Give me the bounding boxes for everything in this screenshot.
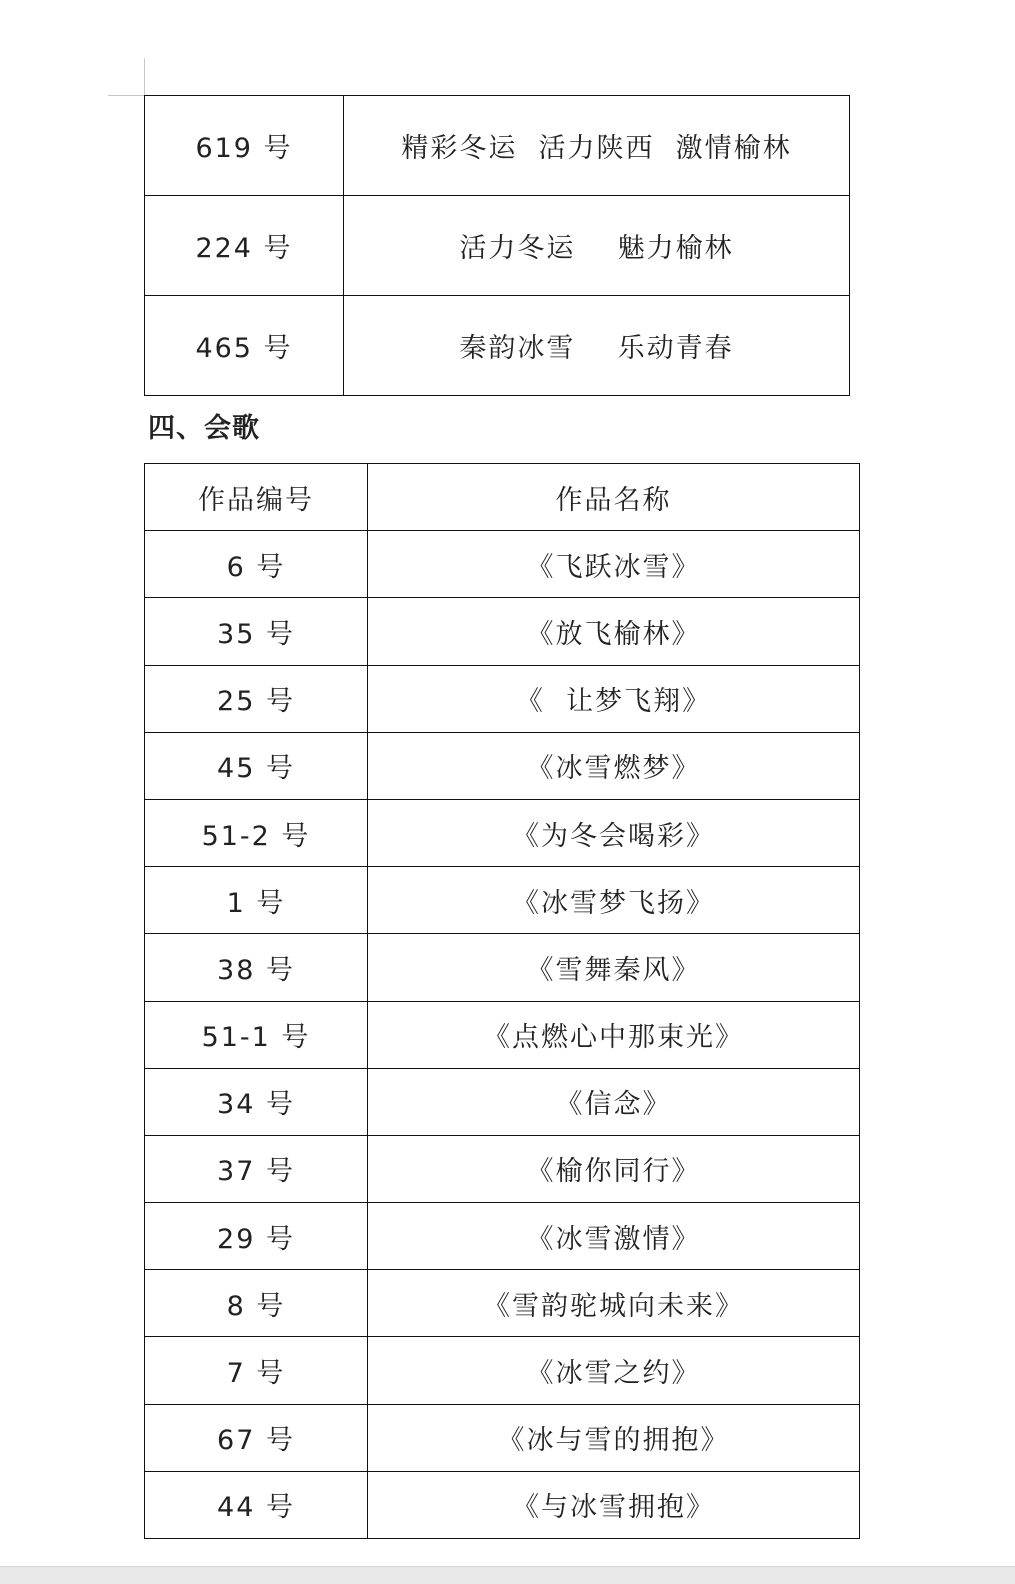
entry-name-cell: 活力冬运 魅力榆林 (344, 196, 850, 296)
entry-number-cell: 7 号 (145, 1337, 368, 1404)
table-row (145, 1001, 860, 1068)
entry-name-cell: 《 让梦飞翔》 (368, 665, 860, 732)
table-row (145, 1337, 860, 1404)
entry-name-cell: 《飞跃冰雪》 (368, 531, 860, 598)
entry-number-cell: 35 号 (145, 598, 368, 665)
table-row (145, 732, 860, 799)
entry-number-cell: 224 号 (145, 196, 344, 296)
table-row (145, 598, 860, 665)
entry-name-cell: 《为冬会喝彩》 (368, 799, 860, 866)
entry-name-cell: 《冰雪燃梦》 (368, 732, 860, 799)
entry-name-cell: 《放飞榆林》 (368, 598, 860, 665)
entry-number-cell: 6 号 (145, 531, 368, 598)
entry-name-cell: 精彩冬运 活力陕西 激情榆林 (344, 96, 850, 196)
entry-name-cell: 《雪舞秦风》 (368, 934, 860, 1001)
table-row (145, 934, 860, 1001)
entry-name-cell: 《冰与雪的拥抱》 (368, 1404, 860, 1471)
entry-number-cell: 1 号 (145, 867, 368, 934)
entry-number-cell: 67 号 (145, 1404, 368, 1471)
table-header-row (145, 464, 860, 531)
table-row (145, 1270, 860, 1337)
entry-number-cell: 8 号 (145, 1270, 368, 1337)
entry-number-cell: 465 号 (145, 296, 344, 396)
entry-number-cell: 619 号 (145, 96, 344, 196)
entry-number-cell: 29 号 (145, 1203, 368, 1270)
table-row (145, 1203, 860, 1270)
page-bottom-edge (0, 1566, 1015, 1584)
table-row (145, 1471, 860, 1538)
table-row (145, 867, 860, 934)
entry-number-cell: 51-1 号 (145, 1001, 368, 1068)
entry-number-cell: 38 号 (145, 934, 368, 1001)
entry-name-cell: 《冰雪梦飞扬》 (368, 867, 860, 934)
table-row (145, 1135, 860, 1202)
anthem-table-body (145, 531, 860, 1539)
table-row (145, 1404, 860, 1471)
entry-name-cell: 《榆你同行》 (368, 1135, 860, 1202)
entry-name-cell: 秦韵冰雪 乐动青春 (344, 296, 850, 396)
entry-name-cell: 《雪韵驼城向未来》 (368, 1270, 860, 1337)
entry-name-cell: 《与冰雪拥抱》 (368, 1471, 860, 1538)
entry-name-cell: 《冰雪激情》 (368, 1203, 860, 1270)
table-row (145, 96, 850, 196)
entry-number-cell: 45 号 (145, 732, 368, 799)
entry-name-cell: 《冰雪之约》 (368, 1337, 860, 1404)
section-heading: 四、会歌 (148, 413, 260, 444)
table-row (145, 531, 860, 598)
column-header-name: 作品名称 (368, 464, 860, 531)
entry-number-cell: 34 号 (145, 1068, 368, 1135)
entry-number-cell: 25 号 (145, 665, 368, 732)
entry-number-cell: 44 号 (145, 1471, 368, 1538)
table-row (145, 1068, 860, 1135)
table-row (145, 196, 850, 296)
entry-number-cell: 37 号 (145, 1135, 368, 1202)
page-corner-mark-vertical (144, 58, 145, 96)
entry-number-cell: 51-2 号 (145, 799, 368, 866)
column-header-number: 作品编号 (145, 464, 368, 531)
page-corner-mark-horizontal (108, 95, 145, 96)
table-row (145, 799, 860, 866)
table-row (145, 665, 860, 732)
anthem-table (144, 463, 860, 1539)
entry-name-cell: 《点燃心中那束光》 (368, 1001, 860, 1068)
entry-name-cell: 《信念》 (368, 1068, 860, 1135)
slogan-table (144, 95, 850, 396)
table-row (145, 296, 850, 396)
